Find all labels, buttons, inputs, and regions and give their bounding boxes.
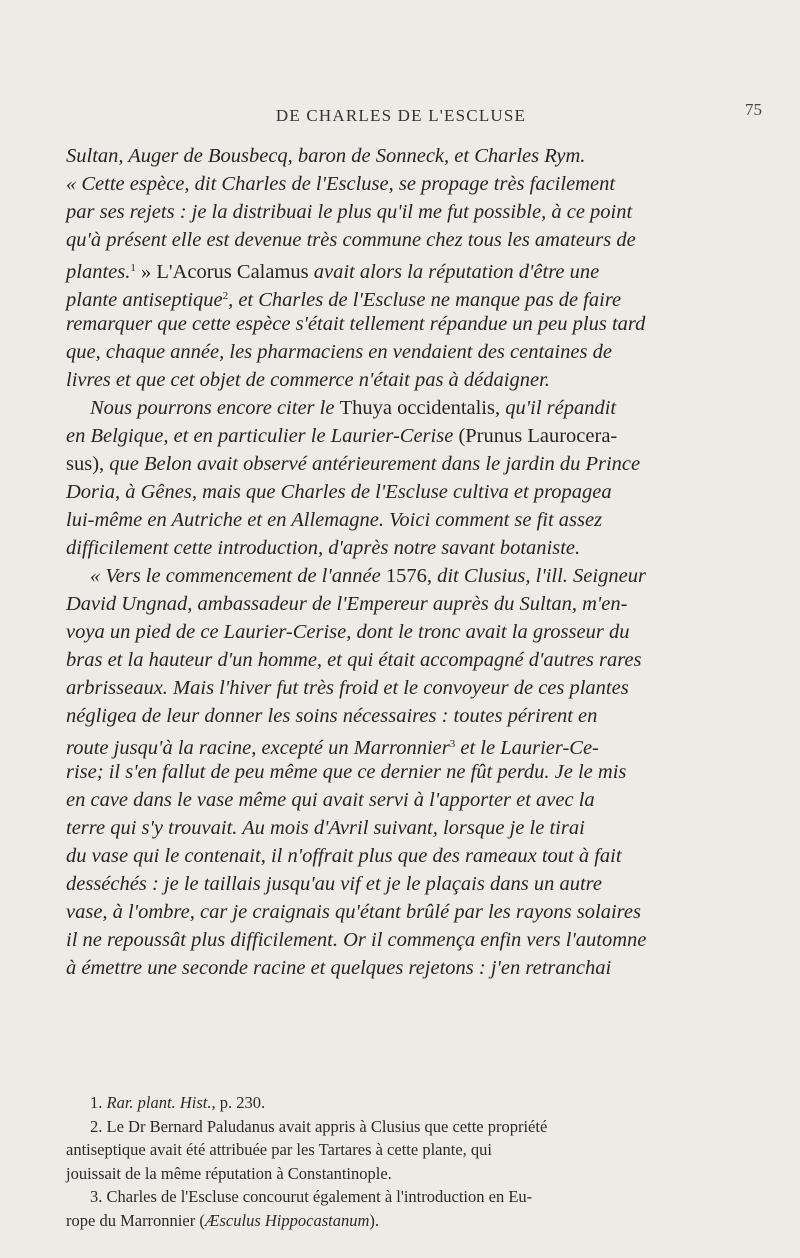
footnote-ref: 1	[130, 262, 136, 274]
footnote-3: 3. Charles de l'Escluse concourut également à l'introduction en Eu-	[90, 1187, 533, 1206]
text-line: il ne repoussât plus difficilement. Or il commença enfin vers l'automne	[66, 929, 647, 951]
text-line: lui-même en Autriche et en Allemagne. Voici comment se fit assez	[66, 509, 603, 531]
body-text	[66, 142, 770, 982]
text-line: Sultan, Auger de Bousbecq, baron de Sonneck, et Charles Rym.	[66, 145, 586, 167]
footnote-line: rope du Marronnier (Æsculus Hippocastanum).	[66, 1210, 379, 1230]
footnote-ref: 2	[222, 290, 229, 302]
text-line: remarquer que cette espèce s'était tellement répandue un peu plus tard	[66, 313, 646, 335]
text-line: en cave dans le vase même qui avait servi à l'apporter et avec la	[66, 789, 595, 811]
running-title: DE CHARLES DE L'ESCLUSE	[275, 106, 527, 125]
text-line: sus), que Belon avait observé antérieurement dans le jardin du Prince	[66, 453, 641, 475]
footnote-2: 2. Le Dr Bernard Paludanus avait appris à Clusius que cette propriété	[90, 1116, 548, 1136]
text-line: rise; il s'en fallut de peu même que ce dernier ne fût perdu. Je le mis	[66, 761, 627, 783]
text-line: route jusqu'à la racine, excepté un Marronnier$^3$ et le Laurier-Ce-	[66, 737, 599, 759]
footnote-1: 1. Rar. plant. Hist., p. 230.	[90, 1093, 266, 1112]
text-line: « Cette espèce, dit Charles de l'Escluse, se propage très facilement	[66, 173, 616, 195]
text-line: livres et que cet objet de commerce n'était pas à dédaigner.	[66, 369, 550, 391]
text-line: David Ungnad, ambassadeur de l'Empereur auprès du Sultan, m'en-	[66, 593, 628, 615]
text-line: du vase qui le contenait, il n'offrait plus que des rameaux tout à fait	[66, 845, 622, 867]
text-line: desséchés : je le taillais jusqu'au vif et je le plaçais dans un autre	[66, 873, 602, 895]
text-line: qu'à présent elle est devenue très commune chez tous les amateurs de	[66, 229, 636, 251]
text-line: à émettre une seconde racine et quelques rejetons : j'en retranchai	[66, 957, 612, 979]
text-line: négligea de leur donner les soins nécessaires : toutes périrent en	[66, 705, 598, 727]
text-line: par ses rejets : je la distribuai le plus qu'il me fut possible, à ce point	[66, 201, 633, 223]
text-line: difficilement cette introduction, d'après notre savant botaniste.	[66, 537, 581, 559]
text-line: « Vers le commencement de l'année 1576, dit Clusius, l'ill. Seigneur	[90, 565, 646, 587]
running-head	[0, 100, 800, 134]
text-line: terre qui s'y trouvait. Au mois d'Avril suivant, lorsque je le tirai	[66, 817, 585, 839]
page-number: 75	[745, 100, 762, 119]
footnote-ref: 3	[449, 738, 456, 750]
text-line: Nous pourrons encore citer le Thuya occidentalis, qu'il répandit	[90, 397, 617, 419]
footnotes	[66, 1091, 770, 1232]
text-line: vase, à l'ombre, car je craignais qu'étant brûlé par les rayons solaires	[66, 901, 641, 923]
footnote-line: jouissait de la même réputation à Constantinople.	[66, 1163, 392, 1183]
text-line: plante antiseptique$^2$, et Charles de l'Escluse ne manque pas de faire	[66, 289, 622, 311]
footnote-line: antiseptique avait été attribuée par les Tartares à cette plante, qui	[66, 1140, 492, 1159]
text-line: arbrisseaux. Mais l'hiver fut très froid et le convoyeur de ces plantes	[66, 677, 629, 699]
text-line: bras et la hauteur d'un homme, et qui était accompagné d'autres rares	[66, 649, 642, 671]
text-line: que, chaque année, les pharmaciens en vendaient des centaines de	[66, 341, 612, 363]
text-line: en Belgique, et en particulier le Laurier-Cerise (Prunus Laurocera-	[66, 425, 618, 447]
text-line: Doria, à Gênes, mais que Charles de l'Escluse cultiva et propagea	[66, 481, 612, 503]
text-line: plantes.$^1$ » L'Acorus Calamus avait alors la réputation d'être une	[66, 261, 600, 283]
text-line: voya un pied de ce Laurier-Cerise, dont le tronc avait la grosseur du	[66, 621, 630, 643]
